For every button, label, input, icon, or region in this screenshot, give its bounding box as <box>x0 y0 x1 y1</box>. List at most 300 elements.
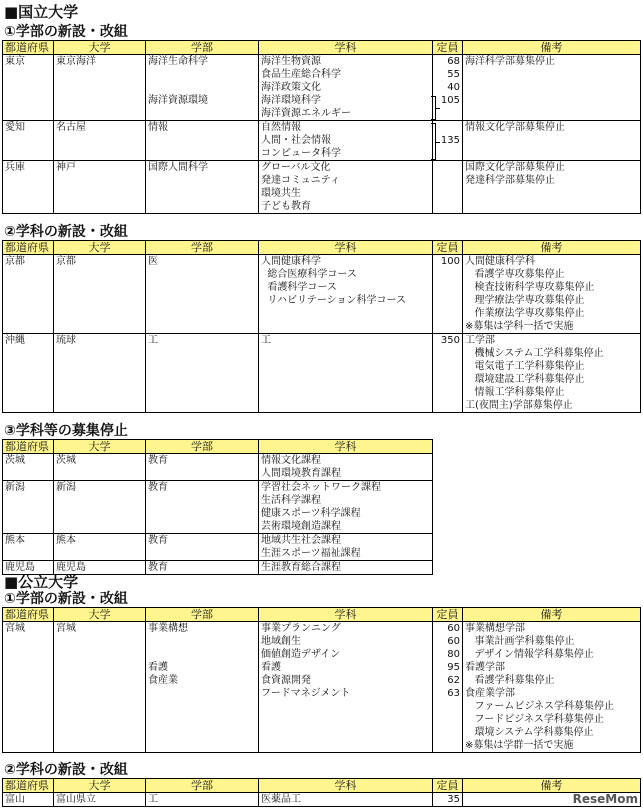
department-line <box>261 347 430 360</box>
department-line <box>261 739 430 752</box>
header-faculty: 学部 <box>146 779 259 793</box>
prefecture-cell <box>3 481 54 534</box>
header-faculty: 学部 <box>146 608 259 622</box>
department-cell <box>259 161 433 214</box>
department-line: 自然情報 <box>261 122 301 133</box>
table-row <box>3 622 641 753</box>
capacity-line: 95 <box>447 662 460 673</box>
capacity-line <box>435 713 460 726</box>
department-line <box>261 726 430 739</box>
remarks-line: デザイン情報学科募集停止 <box>465 649 594 660</box>
header-capacity: 定員 <box>433 241 463 255</box>
capacity-line: 68 <box>447 56 460 67</box>
department-cell <box>259 255 433 334</box>
faculty-line: 海洋生命科学 <box>148 56 208 67</box>
capacity-line <box>435 281 460 294</box>
faculty-cell <box>146 793 259 807</box>
prefecture-line <box>5 307 51 320</box>
header-faculty: 学部 <box>146 440 259 454</box>
bracket-icon <box>431 123 436 160</box>
header-prefecture: 都道府県 <box>3 41 54 55</box>
prefecture-line: 茨城 <box>5 455 25 466</box>
department-line: コンピュータ科学 <box>261 148 341 159</box>
remarks-line: 工(夜間主)学部募集停止 <box>465 400 573 411</box>
department-line: フードマネジメント <box>261 688 351 699</box>
faculty-line <box>148 520 256 533</box>
table-row <box>3 454 433 481</box>
prefecture-line <box>5 81 51 94</box>
prefecture-line: 鹿児島 <box>5 562 35 573</box>
header-remarks: 備考 <box>463 608 641 622</box>
faculty-line: 工 <box>148 794 158 805</box>
prefecture-line <box>5 547 51 560</box>
remarks-cell <box>463 55 641 121</box>
university-line <box>56 174 143 187</box>
remarks-cell <box>463 121 641 161</box>
university-line <box>56 661 143 674</box>
university-line <box>56 467 143 480</box>
prefecture-line <box>5 520 51 533</box>
faculty-line <box>148 373 256 386</box>
faculty-line <box>148 386 256 399</box>
department-line <box>261 700 430 713</box>
remarks-line: ※募集は学群一括で実施 <box>465 740 574 751</box>
capacity-line: 100 <box>440 256 460 267</box>
capacity-line <box>435 700 460 713</box>
university-cell <box>54 622 146 753</box>
section-title-national: ■国立大学 <box>4 3 79 21</box>
remarks-line: ※募集は学科一括で実施 <box>465 321 574 332</box>
remarks-line: ファームビジネス学科募集停止 <box>465 701 615 712</box>
faculty-line <box>148 68 256 81</box>
university-line <box>56 360 143 373</box>
university-line <box>56 399 143 412</box>
department-line: 人間・社会情報 <box>261 135 331 146</box>
table-row <box>3 334 641 413</box>
header-row <box>3 608 641 622</box>
capacity-line <box>435 200 460 213</box>
faculty-line <box>148 320 256 333</box>
prefecture-line <box>5 635 51 648</box>
prefecture-line: 愛知 <box>5 122 25 133</box>
faculty-line: 国際人間科学 <box>148 162 208 173</box>
department-line: リハビリテーション科学コース <box>261 295 406 306</box>
department-line: 海洋政策文化 <box>261 82 321 93</box>
header-department: 学科 <box>259 608 433 622</box>
remarks-cell <box>463 161 641 214</box>
prefecture-line <box>5 687 51 700</box>
prefecture-cell <box>3 161 54 214</box>
prefecture-line <box>5 347 51 360</box>
faculty-cell <box>146 534 259 561</box>
header-remarks: 備考 <box>463 241 641 255</box>
capacity-line <box>435 739 460 752</box>
remarks-line <box>465 68 638 81</box>
department-line: 食資源開発 <box>261 675 311 686</box>
department-line <box>261 320 430 333</box>
faculty-line: 医 <box>148 256 158 267</box>
faculty-line: 海洋資源環境 <box>148 95 208 106</box>
university-line <box>56 635 143 648</box>
prefecture-line <box>5 739 51 752</box>
department-line: 地域創生 <box>261 636 301 647</box>
remarks-line: 国際文化学部募集停止 <box>465 162 565 173</box>
faculty-line <box>148 467 256 480</box>
remarks-line: 事業構想学部 <box>465 623 525 634</box>
prefecture-line: 富山 <box>5 794 25 805</box>
faculty-cell <box>146 55 259 121</box>
public-section <box>0 574 641 807</box>
faculty-line: 事業構想 <box>148 623 188 634</box>
remarks-line: 検査技術科学専攻募集停止 <box>465 282 595 293</box>
remarks-cell <box>463 793 641 807</box>
department-line: 子ども教育 <box>261 201 311 212</box>
prefecture-line <box>5 726 51 739</box>
department-cell <box>259 334 433 413</box>
university-cell <box>54 793 146 807</box>
prefecture-cell <box>3 121 54 161</box>
department-cell <box>259 121 433 161</box>
header-department: 学科 <box>259 779 433 793</box>
remarks-line: 人間健康科学科 <box>465 256 535 267</box>
department-cell <box>259 55 433 121</box>
university-line <box>56 739 143 752</box>
capacity-cell <box>433 334 463 413</box>
faculty-cell <box>146 561 259 575</box>
remarks-line: 発達科学部募集停止 <box>465 175 555 186</box>
prefecture-line: 京都 <box>5 256 25 267</box>
data-table <box>2 40 641 214</box>
department-line: 芸術環境創造課程 <box>261 521 341 532</box>
capacity-cell <box>433 793 463 807</box>
faculty-line <box>148 494 256 507</box>
university-line: 神戸 <box>56 162 76 173</box>
national-table-block-3 <box>0 424 641 575</box>
prefecture-line <box>5 187 51 200</box>
prefecture-cell <box>3 55 54 121</box>
university-cell <box>54 161 146 214</box>
department-line: 生涯教育総合課程 <box>261 562 341 573</box>
header-capacity: 定員 <box>433 41 463 55</box>
faculty-line <box>148 200 256 213</box>
department-line <box>261 360 430 373</box>
faculty-line <box>148 294 256 307</box>
university-cell <box>54 121 146 161</box>
header-faculty: 学部 <box>146 241 259 255</box>
faculty-cell <box>146 334 259 413</box>
department-line: 工 <box>261 335 271 346</box>
header-university: 大学 <box>54 608 146 622</box>
capacity-line: 60 <box>447 623 460 634</box>
faculty-line <box>148 635 256 648</box>
prefecture-line: 熊本 <box>5 535 25 546</box>
faculty-line <box>148 399 256 412</box>
public-table-block-1 <box>0 592 641 753</box>
table-row <box>3 534 433 561</box>
data-table <box>2 439 433 575</box>
department-line <box>261 373 430 386</box>
prefecture-line <box>5 268 51 281</box>
prefecture-line <box>5 507 51 520</box>
remarks-line: 看護学部 <box>465 662 505 673</box>
capacity-line <box>435 174 460 187</box>
data-table <box>2 607 641 753</box>
university-cell <box>54 534 146 561</box>
faculty-line <box>148 281 256 294</box>
national-table-block-1 <box>0 25 641 214</box>
header-row <box>3 241 641 255</box>
faculty-cell <box>146 255 259 334</box>
capacity-line: 105 <box>440 95 460 106</box>
remarks-line <box>465 147 638 160</box>
faculty-line <box>148 187 256 200</box>
university-line <box>56 674 143 687</box>
university-line: 茨城 <box>56 455 76 466</box>
header-university: 大学 <box>54 41 146 55</box>
prefecture-line <box>5 399 51 412</box>
capacity-line: 55 <box>447 69 460 80</box>
department-line: 海洋環境科学 <box>261 95 321 106</box>
remarks-line: 海洋科学部募集停止 <box>465 56 555 67</box>
prefecture-line <box>5 68 51 81</box>
capacity-line <box>435 386 460 399</box>
department-cell <box>259 561 433 575</box>
university-line <box>56 373 143 386</box>
capacity-line <box>435 399 460 412</box>
header-faculty: 学部 <box>146 41 259 55</box>
prefecture-line <box>5 107 51 120</box>
capacity-cell <box>433 161 463 214</box>
university-line <box>56 307 143 320</box>
prefecture-cell <box>3 793 54 807</box>
capacity-line: 80 <box>447 649 460 660</box>
remarks-line: 電気電子工学科募集停止 <box>465 361 585 372</box>
university-cell <box>54 255 146 334</box>
department-line: 人間健康科学 <box>261 256 321 267</box>
university-line: 熊本 <box>56 535 76 546</box>
header-prefecture: 都道府県 <box>3 779 54 793</box>
department-line: 海洋生物資源 <box>261 56 321 67</box>
department-line: 学習社会ネットワーク課程 <box>261 482 381 493</box>
university-line <box>56 648 143 661</box>
faculty-line <box>148 687 256 700</box>
department-line <box>261 386 430 399</box>
header-remarks: 備考 <box>463 41 641 55</box>
prefecture-line <box>5 373 51 386</box>
faculty-line <box>148 648 256 661</box>
department-line <box>261 713 430 726</box>
university-line: 宮城 <box>56 623 76 634</box>
header-prefecture: 都道府県 <box>3 440 54 454</box>
university-line <box>56 386 143 399</box>
department-line: 海洋資源エネルギー <box>261 108 351 119</box>
university-line <box>56 713 143 726</box>
university-line <box>56 147 143 160</box>
university-line <box>56 94 143 107</box>
faculty-cell <box>146 454 259 481</box>
university-line <box>56 700 143 713</box>
university-line <box>56 507 143 520</box>
prefecture-line <box>5 661 51 674</box>
table-title: ③学科等の募集停止 <box>4 423 128 439</box>
department-line <box>261 399 430 412</box>
capacity-cell <box>433 121 463 161</box>
prefecture-line <box>5 700 51 713</box>
prefecture-line <box>5 94 51 107</box>
table-row <box>3 481 433 534</box>
remarks-line: 事業計画学科募集停止 <box>465 636 575 647</box>
prefecture-line <box>5 147 51 160</box>
faculty-line: 教育 <box>148 562 168 573</box>
university-line <box>56 281 143 294</box>
header-university: 大学 <box>54 779 146 793</box>
university-line <box>56 726 143 739</box>
remarks-line <box>465 107 638 120</box>
faculty-line <box>148 81 256 94</box>
capacity-line: 62 <box>447 675 460 686</box>
table-title: ②学科の新設・改組 <box>4 762 128 778</box>
remarks-line <box>465 81 638 94</box>
remarks-line: 機械システム工学科募集停止 <box>465 348 604 359</box>
capacity-line <box>435 307 460 320</box>
capacity-line <box>435 360 460 373</box>
prefecture-cell <box>3 534 54 561</box>
faculty-line <box>148 347 256 360</box>
faculty-line: 教育 <box>148 455 168 466</box>
faculty-line: 教育 <box>148 535 168 546</box>
university-line <box>56 187 143 200</box>
department-line: 情報文化課程 <box>261 455 321 466</box>
header-remarks: 備考 <box>463 779 641 793</box>
prefecture-line <box>5 494 51 507</box>
capacity-line <box>435 121 460 134</box>
prefecture-line: 宮城 <box>5 623 25 634</box>
capacity-cell <box>433 55 463 121</box>
faculty-cell <box>146 161 259 214</box>
university-line: 鹿児島 <box>56 562 86 573</box>
remarks-line: 食産業学部 <box>465 688 515 699</box>
capacity-line <box>435 373 460 386</box>
capacity-cell <box>433 622 463 753</box>
department-cell <box>259 622 433 753</box>
faculty-line: 看護 <box>148 662 168 673</box>
prefecture-cell <box>3 334 54 413</box>
faculty-line: 情報 <box>148 122 168 133</box>
university-line <box>56 81 143 94</box>
department-line: グローバル文化 <box>261 162 331 173</box>
faculty-line <box>148 307 256 320</box>
remarks-cell <box>463 334 641 413</box>
header-department: 学科 <box>259 41 433 55</box>
university-line <box>56 294 143 307</box>
prefecture-cell <box>3 454 54 481</box>
university-line <box>56 520 143 533</box>
university-line: 東京海洋 <box>56 56 96 67</box>
remarks-line: 工学部 <box>465 335 495 346</box>
prefecture-cell <box>3 622 54 753</box>
data-table <box>2 240 641 413</box>
header-row <box>3 779 641 793</box>
faculty-line <box>148 739 256 752</box>
faculty-cell <box>146 121 259 161</box>
faculty-line <box>148 507 256 520</box>
remarks-line: フードビジネス学科募集停止 <box>465 714 604 725</box>
department-line: 環境共生 <box>261 188 301 199</box>
department-line <box>261 307 430 320</box>
university-cell <box>54 55 146 121</box>
department-line: 食品生産総合科学 <box>261 69 341 80</box>
university-line <box>56 320 143 333</box>
department-line: 看護科学コース <box>261 282 337 293</box>
table-title: ②学科の新設・改組 <box>4 224 128 240</box>
university-line <box>56 347 143 360</box>
department-line: 看護 <box>261 662 281 673</box>
data-table <box>2 778 641 807</box>
prefecture-line <box>5 467 51 480</box>
table-title: ①学部の新設・改組 <box>4 591 128 607</box>
remarks-cell <box>463 255 641 334</box>
capacity-line: 135 <box>440 135 460 146</box>
faculty-cell <box>146 481 259 534</box>
university-line <box>56 687 143 700</box>
remarks-line <box>465 187 638 200</box>
department-line: 価値創造デザイン <box>261 649 341 660</box>
remarks-line <box>465 94 638 107</box>
university-cell <box>54 454 146 481</box>
header-prefecture: 都道府県 <box>3 608 54 622</box>
department-line: 総合医療科学コース <box>261 269 357 280</box>
prefecture-line: 新潟 <box>5 482 25 493</box>
capacity-cell <box>433 255 463 334</box>
faculty-line <box>148 268 256 281</box>
prefecture-line: 沖縄 <box>5 335 25 346</box>
remarks-line: 情報工学科募集停止 <box>465 387 565 398</box>
department-line: 発達コミュニティ <box>261 175 340 186</box>
prefecture-line: 兵庫 <box>5 162 25 173</box>
header-university: 大学 <box>54 241 146 255</box>
faculty-line: 教育 <box>148 482 168 493</box>
section-title-public: ■公立大学 <box>4 573 79 591</box>
department-cell <box>259 534 433 561</box>
prefecture-line <box>5 320 51 333</box>
department-line: 事業プランニング <box>261 623 341 634</box>
table-title: ①学部の新設・改組 <box>4 24 128 40</box>
prefecture-line <box>5 713 51 726</box>
prefecture-line <box>5 134 51 147</box>
capacity-line <box>435 161 460 174</box>
department-line: 地域共生社会課程 <box>261 535 341 546</box>
department-line: 生涯スポーツ福祉課程 <box>261 548 361 559</box>
department-cell <box>259 454 433 481</box>
faculty-line <box>148 700 256 713</box>
capacity-line <box>435 268 460 281</box>
faculty-line <box>148 713 256 726</box>
table-row <box>3 793 641 807</box>
prefecture-line <box>5 386 51 399</box>
header-capacity: 定員 <box>433 779 463 793</box>
table-row <box>3 55 641 121</box>
capacity-line: 35 <box>447 794 460 805</box>
capacity-line: 40 <box>447 82 460 93</box>
table-row <box>3 161 641 214</box>
prefecture-line <box>5 360 51 373</box>
remarks-line: 環境システム学科募集停止 <box>465 727 594 738</box>
prefecture-line <box>5 674 51 687</box>
university-cell <box>54 334 146 413</box>
prefecture-line <box>5 200 51 213</box>
table-row <box>3 255 641 334</box>
capacity-line: 63 <box>447 688 460 699</box>
